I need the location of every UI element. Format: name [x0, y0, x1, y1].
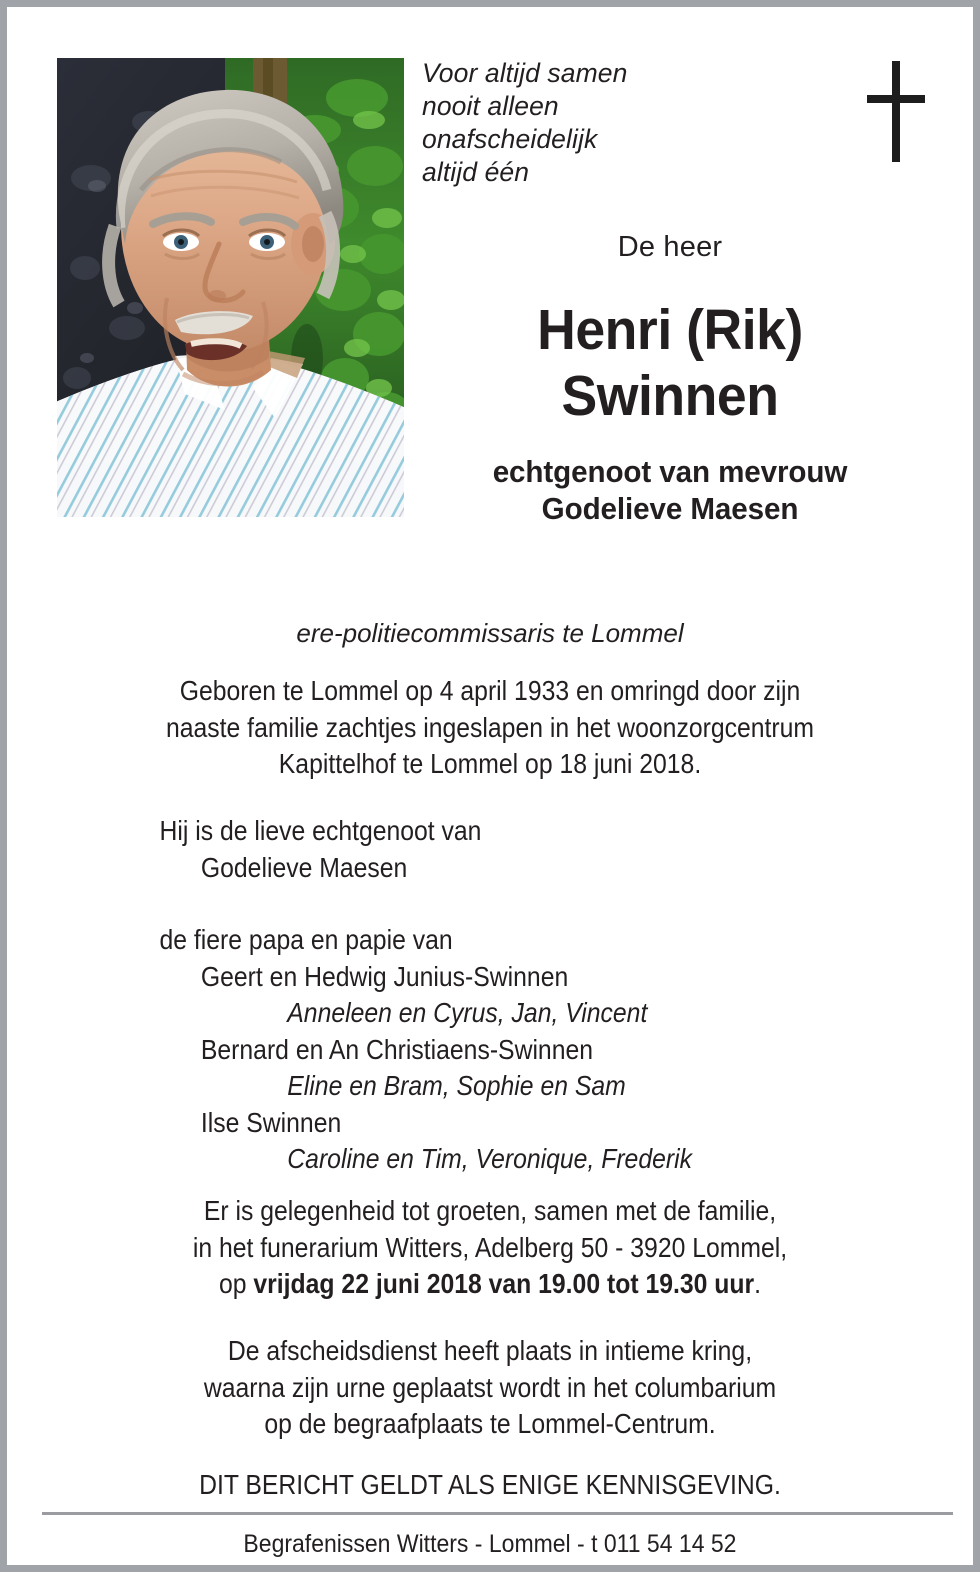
cremation-line-2: waarna zijn urne geplaatst wordt in het columbarium	[203, 1371, 777, 1403]
salutation: De heer	[617, 231, 723, 263]
card-sheet	[7, 7, 973, 1565]
cremation-line-3: op de begraafplaats te Lommel-Centrum.	[264, 1408, 716, 1439]
spouse-of	[428, 454, 913, 528]
deceased-name-line-1: Henri (Rik)	[537, 298, 803, 362]
latin-cross-icon	[867, 61, 925, 162]
visitation-suffix: .	[754, 1268, 762, 1299]
visitation-line-3	[55, 1266, 924, 1303]
deceased-name-line-2: Swinnen	[561, 364, 779, 428]
footer-divider	[42, 1512, 953, 1515]
child-name-2: Bernard en An Christiaens-Swinnen	[200, 1033, 594, 1065]
deceased-name	[435, 297, 905, 429]
birth-death-line-3: Kapittelhof te Lommel op 18 juni 2018.	[278, 748, 702, 779]
verse-line-4: altijd één	[422, 157, 530, 187]
birth-death-paragraph	[55, 673, 924, 783]
funeral-home-text: Begrafenissen Witters - Lommel - t 011 54 14 52	[243, 1530, 737, 1558]
profession-line: ere-politiecommissaris te Lommel	[296, 618, 684, 648]
birth-death-line-1: Geboren te Lommel op 4 april 1933 en omringd door zijn	[179, 675, 801, 706]
birth-death-line-2: naaste familie zachtjes ingeslapen in het woonzorgcentrum	[166, 711, 815, 743]
family-list-spacer	[160, 886, 795, 922]
spouse-name: Godelieve Maesen	[200, 851, 408, 883]
cremation-line-1: De afscheidsdienst heeft plaats in intieme kring,	[227, 1335, 753, 1366]
verse-line-2: nooit alleen	[422, 91, 559, 121]
sole-notice-text: DIT BERICHT GELDT ALS ENIGE KENNISGEVING.	[199, 1469, 781, 1500]
grandchildren-2: Eline en Bram, Sophie en Sam	[287, 1070, 626, 1101]
visitation-line-1: Er is gelegenheid tot groeten, samen met de familie,	[203, 1195, 777, 1226]
visitation-datetime: vrijdag 22 juni 2018 van 19.00 tot 19.30 uur	[253, 1268, 755, 1299]
cremation-paragraph	[55, 1333, 924, 1443]
spouse-of-line-1: echtgenoot van mevrouw	[492, 455, 848, 489]
portrait-photo	[57, 58, 404, 517]
grandchildren-1: Anneleen en Cyrus, Jan, Vincent	[287, 997, 648, 1028]
grandchildren-3: Caroline en Tim, Veronique, Frederik	[287, 1143, 692, 1174]
cross-horizontal-bar	[867, 95, 925, 103]
family-list	[7, 813, 973, 1178]
visitation-line-2: in het funerarium Witters, Adelberg 50 - 3920 Lommel,	[192, 1231, 788, 1263]
verse-line-1: Voor altijd samen	[422, 58, 628, 88]
child-name-1: Geert en Hedwig Junius-Swinnen	[200, 960, 569, 992]
child-name-3: Ilse Swinnen	[200, 1106, 342, 1138]
verse-line-3: onafscheidelijk	[422, 124, 598, 154]
portrait-photo-illustration	[57, 58, 404, 517]
memorial-verse	[422, 57, 842, 189]
visitation-paragraph	[55, 1193, 924, 1303]
sole-notice-line	[55, 1467, 924, 1504]
visitation-prefix: op	[218, 1268, 254, 1299]
cross-vertical-bar	[892, 61, 900, 162]
spouse-lead-label: Hij is de lieve echtgenoot van	[159, 815, 482, 846]
spouse-of-line-2: Godelieve Maesen	[541, 492, 799, 526]
deceased-header	[420, 229, 920, 528]
funeral-home-footer	[7, 1528, 973, 1560]
children-lead-label: de fiere papa en papie van	[159, 924, 453, 955]
